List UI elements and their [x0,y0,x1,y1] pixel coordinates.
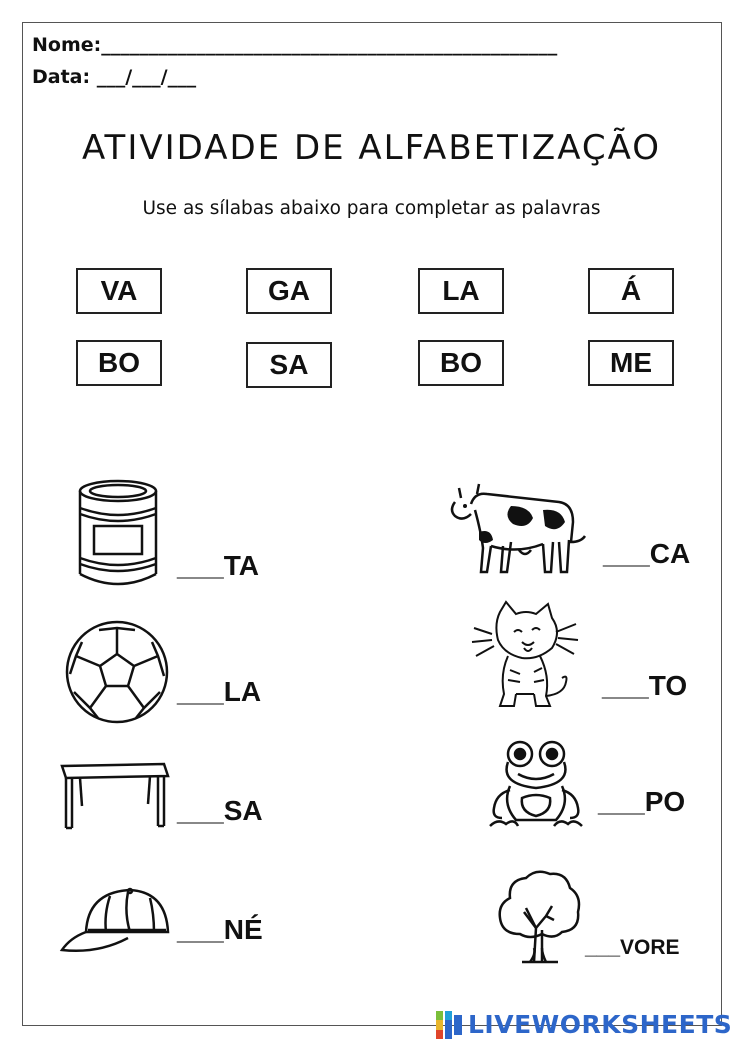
word-cat[interactable]: ___TO [602,670,688,701]
word-table[interactable]: ___SA [177,795,263,826]
liveworksheets-logo [436,1010,732,1039]
page-title: ATIVIDADE DE ALFABETIZAÇÃO [81,128,662,168]
cap-icon [58,886,172,958]
can-icon [76,478,160,588]
word-can[interactable]: ___TA [177,550,259,581]
syllable-box-ga[interactable]: GA [246,268,332,314]
word-cow[interactable]: ___CA [603,538,691,569]
syllable-box-sa[interactable]: SA [246,342,332,388]
instructions: Use as sílabas abaixo para completar as palavras [142,198,601,219]
syllable-box-a[interactable]: Á [588,268,674,314]
liveworksheets-logo-text: LIVEWORKSHEETS [468,1010,733,1039]
syllable-box-la[interactable]: LA [418,268,504,314]
table-icon [60,760,170,832]
word-frog[interactable]: ___PO [598,786,686,817]
tree-icon [496,868,582,966]
frog-icon [488,738,584,832]
word-cap[interactable]: ___NÉ [177,914,263,945]
syllable-box-bo-1[interactable]: BO [76,340,162,386]
liveworksheets-logo-icon [436,1011,462,1039]
word-tree[interactable]: ___VORE [585,936,680,959]
name-field[interactable]: Nome:________________________________________________ [32,34,558,56]
syllable-box-bo-2[interactable]: BO [418,340,504,386]
word-ball[interactable]: ___LA [177,676,262,707]
date-field[interactable]: Data: ___/___/___ [32,66,197,88]
cow-icon [447,480,587,578]
soccer-ball-icon [64,620,170,724]
syllable-box-va[interactable]: VA [76,268,162,314]
syllable-box-me[interactable]: ME [588,340,674,386]
kitten-icon [470,598,580,714]
